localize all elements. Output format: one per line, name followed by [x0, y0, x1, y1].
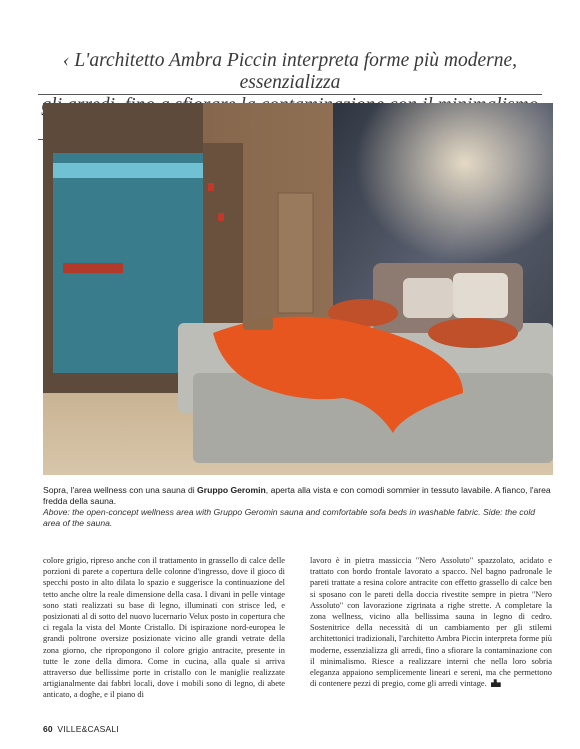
wellness-room-photo: [43, 103, 553, 475]
caption-italian-post: , aperta alla vista e con comodi sommier in tessuto lavabile. A fianco, l'area fredda della sauna.: [43, 485, 551, 506]
pull-quote-line-1: ‹ L'architetto Ambra Piccin interpreta forme più moderne, essenzializza: [38, 50, 542, 95]
end-mark-icon: [491, 679, 501, 687]
caption-english: Above: the open-concept wellness area with Gruppo Geromin sauna and comfortable sofa beds in washable fabric. Side: the cold area of the sauna.: [43, 507, 536, 528]
page-footer: [43, 724, 119, 734]
caption-italian-pre: Sopra, l'area wellness con una sauna di: [43, 485, 198, 495]
body-column-right: [310, 555, 552, 689]
caption-italian: [43, 485, 553, 507]
body-column-right-text: lavoro è in pietra massiccia "Nero Assoluto" spazzolato, acidato e trattato con bordo frontale lavorato a spacco. Nel bagno padronale le pareti trattate a resina colore antracite con effetto grassello di calce ben si sposano con le pareti della doccia rivestite sempre in pietra "Nero Assoluto" con lavorazione zigrinata a righe strette. A completare la zona wellness, vicino alla bellissima sauna in legno di cedro. Sostenitrice della necessità di un cambiamento per gli stilemi architettonici tradizionali, l'architetto Ambra Piccin interpreta forme più moderne, essenzializza gli arredi, fino a sfiorare la contaminazione con il minimalismo. Riesce a realizzare interni che nella loro sobria eleganza appaiono semplicemente lineari e sereni, ma che permettono di contenere pezzi di pregio, come gli arredi vintage.: [310, 556, 552, 689]
photo-caption: [43, 485, 553, 529]
caption-brand: Gruppo Geromin: [197, 485, 266, 495]
page-number: 60: [43, 724, 53, 734]
photo-wellness-room-icon: [43, 103, 553, 475]
magazine-name: VILLE&CASALI: [57, 724, 119, 734]
body-column-left: colore grigio, ripreso anche con il trattamento in grassello di calce delle porzioni di parete a copertura delle colonne d'ingresso, dove il gioco di specchi posto in alto dilata lo spazio e suggerisce la continuazione del tetto anche oltre la reale dimensione della casa. I divani in pelle vintage sono stati realizzati su base di legno, illuminati con strisce led, e posizionati al di sotto del nuovo lucernario Velux posto in copertura che ci regala la vista del Monte Cristallo. Di ispirazione nord-europea le grandi poltrone oversize posizionate vicino alle grandi vetrate della zona giorno, che ripropongono il colore grigio antracite, presente in tutte le zone della dimora. Come in cucina, alla quale si arriva attraverso due bellissime porte in cristallo con le maniglie realizzate artigianalmente dai fabbri locali, dove i mobili sono di legno, di abete anticato, a doghe, e il piano di: [43, 556, 285, 700]
